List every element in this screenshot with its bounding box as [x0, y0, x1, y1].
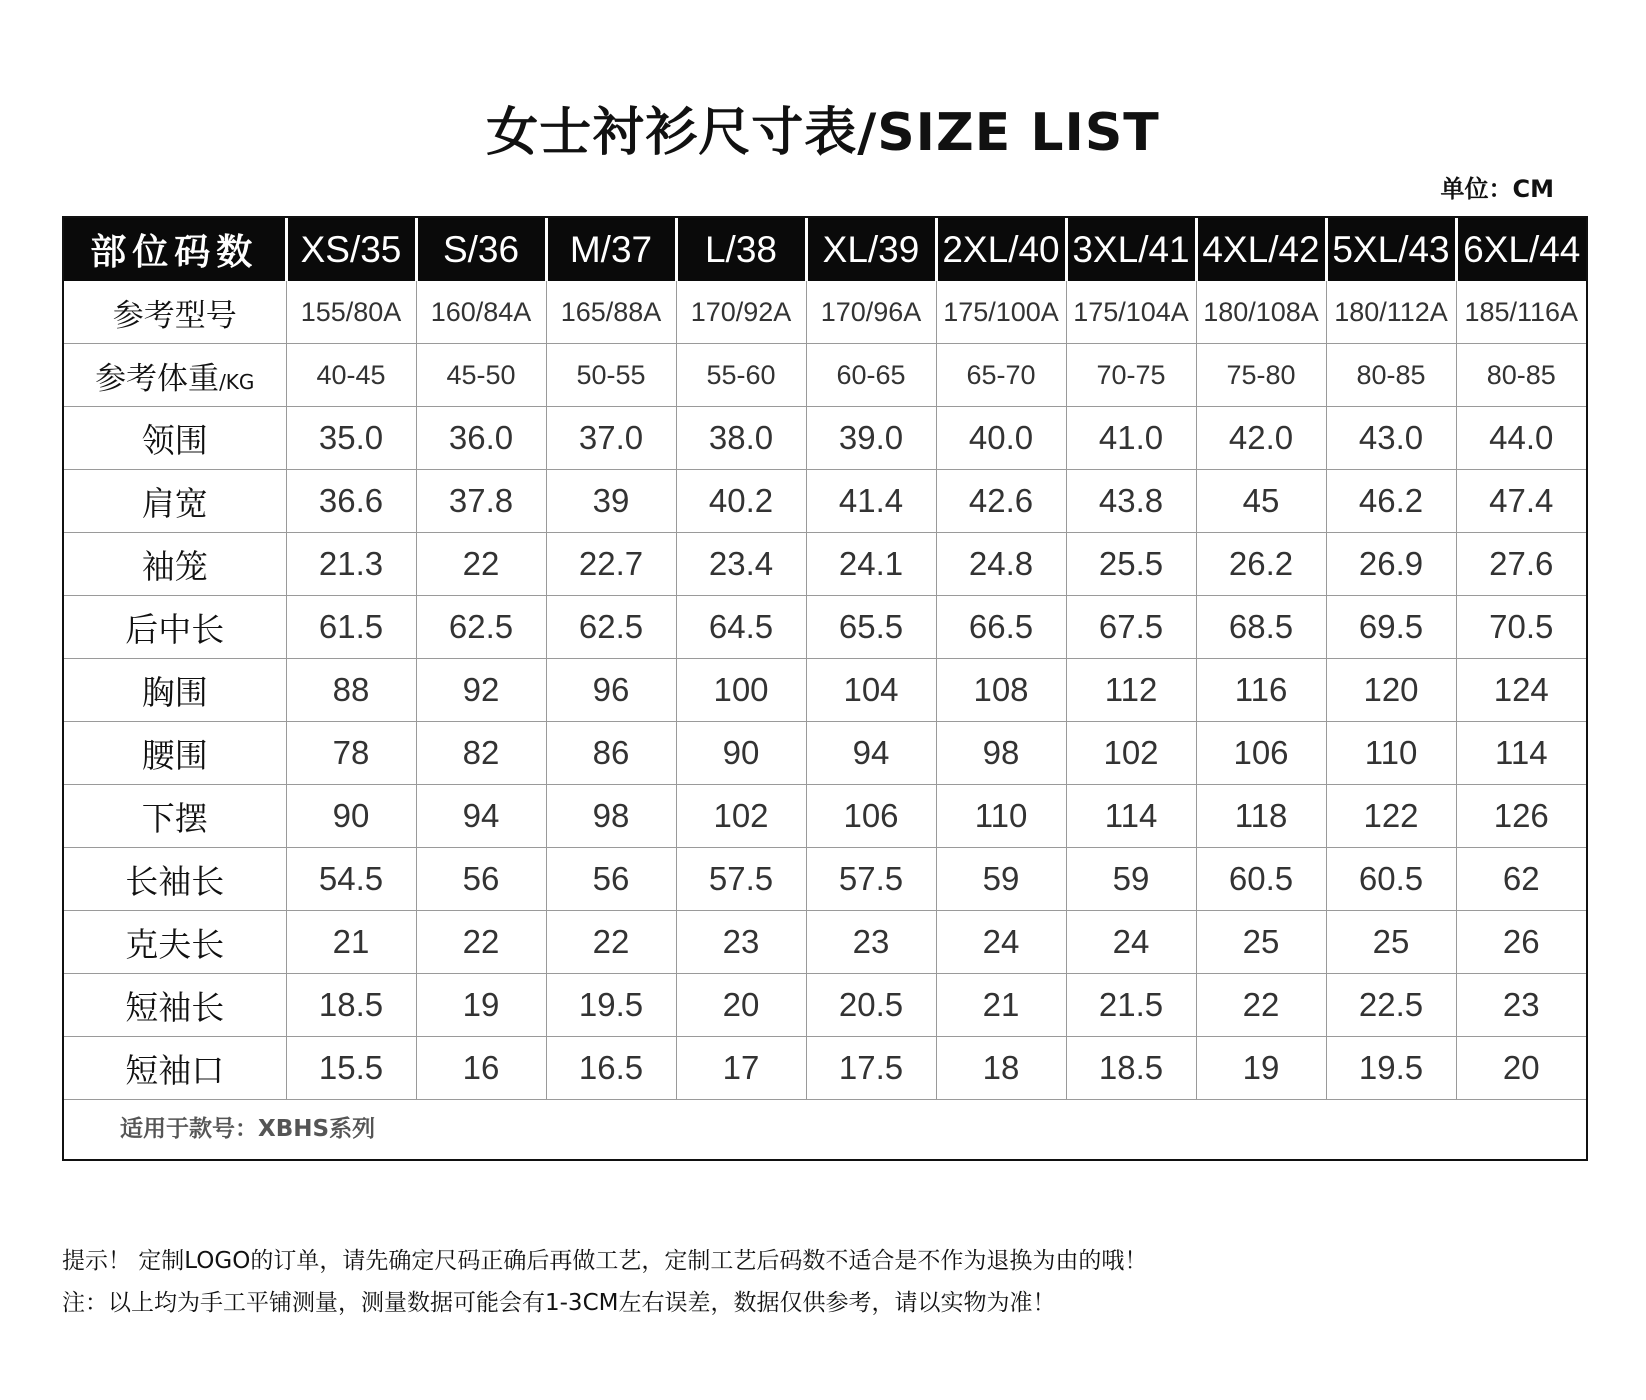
table-cell: 24 [1066, 911, 1196, 974]
row-label-text: 参考体重 [95, 360, 220, 397]
size-header: 3XL/41 [1066, 218, 1196, 281]
table-cell: 62.5 [546, 596, 676, 659]
table-cell: 22 [1196, 974, 1326, 1037]
table-cell: 78 [286, 722, 416, 785]
size-header: M/37 [546, 218, 676, 281]
row-label [64, 785, 286, 848]
size-header: 4XL/42 [1196, 218, 1326, 281]
table-cell: 24.1 [806, 533, 936, 596]
table-cell: 165/88A [546, 281, 676, 344]
table-cell: 19.5 [546, 974, 676, 1037]
size-header-row [64, 218, 1586, 281]
table-row [64, 596, 1586, 659]
table-row [64, 785, 1586, 848]
row-label-text: 腰围 [141, 735, 208, 775]
row-label-unit: /KG [219, 369, 255, 394]
applicable-models-note: 适用于款号：XBHS系列 [120, 1116, 376, 1142]
table-cell: 56 [546, 848, 676, 911]
table-cell: 26.9 [1326, 533, 1456, 596]
table-cell: 37.8 [416, 470, 546, 533]
table-cell: 57.5 [676, 848, 806, 911]
table-cell: 124 [1456, 659, 1586, 722]
table-cell: 106 [1196, 722, 1326, 785]
table-cell: 102 [676, 785, 806, 848]
table-cell: 21 [936, 974, 1066, 1037]
row-label [64, 281, 286, 344]
table-cell: 120 [1326, 659, 1456, 722]
size-header: XS/35 [286, 218, 416, 281]
row-label-text: 克夫长 [125, 924, 225, 964]
table-cell: 36.0 [416, 407, 546, 470]
table-cell: 98 [936, 722, 1066, 785]
size-table [64, 218, 1586, 1100]
table-cell: 42.0 [1196, 407, 1326, 470]
table-cell: 60-65 [806, 344, 936, 407]
table-cell: 37.0 [546, 407, 676, 470]
table-cell: 65-70 [936, 344, 1066, 407]
table-cell: 17.5 [806, 1037, 936, 1100]
table-cell: 102 [1066, 722, 1196, 785]
table-cell: 16 [416, 1037, 546, 1100]
table-cell: 39 [546, 470, 676, 533]
size-header: S/36 [416, 218, 546, 281]
table-cell: 36.6 [286, 470, 416, 533]
row-label [64, 533, 286, 596]
table-row [64, 407, 1586, 470]
table-cell: 100 [676, 659, 806, 722]
table-cell: 16.5 [546, 1037, 676, 1100]
tip-note: 提示！ 定制LOGO的订单，请先确定尺码正确后再做工艺，定制工艺后码数不适合是不作为退换为由的哦！ [62, 1248, 1148, 1274]
row-label [64, 470, 286, 533]
row-label [64, 407, 286, 470]
size-header: 5XL/43 [1326, 218, 1456, 281]
header-label: 部位码数 [64, 218, 286, 281]
table-cell: 21 [286, 911, 416, 974]
row-label-text: 胸围 [141, 672, 208, 712]
table-cell: 38.0 [676, 407, 806, 470]
table-cell: 18.5 [1066, 1037, 1196, 1100]
table-cell: 114 [1066, 785, 1196, 848]
table-cell: 80-85 [1456, 344, 1586, 407]
size-header: L/38 [676, 218, 806, 281]
table-row [64, 911, 1586, 974]
table-cell: 75-80 [1196, 344, 1326, 407]
table-cell: 42.6 [936, 470, 1066, 533]
table-cell: 22.5 [1326, 974, 1456, 1037]
table-row [64, 722, 1586, 785]
size-header: XL/39 [806, 218, 936, 281]
table-cell: 59 [936, 848, 1066, 911]
table-cell: 180/112A [1326, 281, 1456, 344]
table-cell: 20.5 [806, 974, 936, 1037]
table-cell: 66.5 [936, 596, 1066, 659]
table-cell: 82 [416, 722, 546, 785]
table-cell: 18.5 [286, 974, 416, 1037]
row-label [64, 974, 286, 1037]
table-cell: 22 [416, 911, 546, 974]
table-cell: 110 [936, 785, 1066, 848]
table-cell: 60.5 [1196, 848, 1326, 911]
table-row [64, 533, 1586, 596]
table-cell: 21.5 [1066, 974, 1196, 1037]
row-label [64, 659, 286, 722]
table-cell: 94 [806, 722, 936, 785]
table-cell: 155/80A [286, 281, 416, 344]
row-label-text: 短袖口 [125, 1050, 225, 1090]
row-label [64, 596, 286, 659]
table-cell: 44.0 [1456, 407, 1586, 470]
table-cell: 41.0 [1066, 407, 1196, 470]
table-cell: 67.5 [1066, 596, 1196, 659]
table-cell: 40.2 [676, 470, 806, 533]
notes [62, 1240, 1147, 1324]
table-cell: 18 [936, 1037, 1066, 1100]
row-label [64, 848, 286, 911]
table-cell: 65.5 [806, 596, 936, 659]
table-cell: 180/108A [1196, 281, 1326, 344]
table-cell: 39.0 [806, 407, 936, 470]
table-cell: 90 [676, 722, 806, 785]
table-cell: 55-60 [676, 344, 806, 407]
table-row [64, 848, 1586, 911]
row-label-text: 领围 [141, 420, 208, 460]
table-cell: 185/116A [1456, 281, 1586, 344]
table-cell: 118 [1196, 785, 1326, 848]
table-row [64, 470, 1586, 533]
table-cell: 26.2 [1196, 533, 1326, 596]
row-label-text: 参考型号 [112, 297, 237, 334]
table-cell: 175/104A [1066, 281, 1196, 344]
table-cell: 60.5 [1326, 848, 1456, 911]
table-cell: 25.5 [1066, 533, 1196, 596]
row-label-text: 短袖长 [125, 987, 225, 1027]
table-cell: 23 [1456, 974, 1586, 1037]
table-row [64, 281, 1586, 344]
row-label [64, 722, 286, 785]
table-cell: 26 [1456, 911, 1586, 974]
size-header: 6XL/44 [1456, 218, 1586, 281]
table-cell: 43.8 [1066, 470, 1196, 533]
table-cell: 175/100A [936, 281, 1066, 344]
table-cell: 24.8 [936, 533, 1066, 596]
table-cell: 45 [1196, 470, 1326, 533]
table-cell: 59 [1066, 848, 1196, 911]
table-cell: 40.0 [936, 407, 1066, 470]
table-cell: 114 [1456, 722, 1586, 785]
row-label-text: 肩宽 [141, 483, 208, 523]
table-cell: 170/92A [676, 281, 806, 344]
row-label-text: 下摆 [141, 798, 208, 838]
table-cell: 62.5 [416, 596, 546, 659]
table-cell: 19 [1196, 1037, 1326, 1100]
table-cell: 70-75 [1066, 344, 1196, 407]
table-cell: 126 [1456, 785, 1586, 848]
table-cell: 22.7 [546, 533, 676, 596]
table-cell: 20 [1456, 1037, 1586, 1100]
table-cell: 86 [546, 722, 676, 785]
table-cell: 21.3 [286, 533, 416, 596]
table-cell: 88 [286, 659, 416, 722]
table-cell: 92 [416, 659, 546, 722]
row-label-text: 长袖长 [125, 861, 225, 901]
table-cell: 104 [806, 659, 936, 722]
table-cell: 112 [1066, 659, 1196, 722]
table-cell: 45-50 [416, 344, 546, 407]
table-cell: 15.5 [286, 1037, 416, 1100]
table-cell: 108 [936, 659, 1066, 722]
table-cell: 25 [1326, 911, 1456, 974]
size-header: 2XL/40 [936, 218, 1066, 281]
table-row [64, 1037, 1586, 1100]
table-cell: 54.5 [286, 848, 416, 911]
table-row [64, 659, 1586, 722]
table-row [64, 974, 1586, 1037]
table-cell: 46.2 [1326, 470, 1456, 533]
table-cell: 96 [546, 659, 676, 722]
table-cell: 160/84A [416, 281, 546, 344]
table-cell: 57.5 [806, 848, 936, 911]
table-cell: 19.5 [1326, 1037, 1456, 1100]
unit-label: 单位：CM [1440, 175, 1554, 203]
table-cell: 62 [1456, 848, 1586, 911]
table-cell: 116 [1196, 659, 1326, 722]
table-cell: 43.0 [1326, 407, 1456, 470]
table-cell: 50-55 [546, 344, 676, 407]
footnote-row [64, 1100, 1586, 1159]
table-cell: 106 [806, 785, 936, 848]
size-table-container [62, 216, 1588, 1161]
table-cell: 22 [546, 911, 676, 974]
table-cell: 80-85 [1326, 344, 1456, 407]
table-cell: 23 [676, 911, 806, 974]
table-cell: 69.5 [1326, 596, 1456, 659]
measurement-note: 注：以上均为手工平铺测量，测量数据可能会有1-3CM左右误差，数据仅供参考，请以实物为准！ [62, 1290, 1056, 1316]
table-cell: 22 [416, 533, 546, 596]
table-cell: 61.5 [286, 596, 416, 659]
table-cell: 110 [1326, 722, 1456, 785]
table-cell: 19 [416, 974, 546, 1037]
row-label [64, 911, 286, 974]
table-cell: 70.5 [1456, 596, 1586, 659]
table-cell: 94 [416, 785, 546, 848]
table-cell: 64.5 [676, 596, 806, 659]
table-cell: 68.5 [1196, 596, 1326, 659]
table-cell: 35.0 [286, 407, 416, 470]
table-cell: 20 [676, 974, 806, 1037]
row-label-text: 袖笼 [141, 546, 208, 586]
table-cell: 170/96A [806, 281, 936, 344]
table-cell: 40-45 [286, 344, 416, 407]
size-table-body [64, 281, 1586, 1100]
table-cell: 27.6 [1456, 533, 1586, 596]
table-cell: 90 [286, 785, 416, 848]
table-cell: 122 [1326, 785, 1456, 848]
table-cell: 25 [1196, 911, 1326, 974]
row-label [64, 1037, 286, 1100]
row-label [64, 344, 286, 407]
table-cell: 98 [546, 785, 676, 848]
table-row [64, 344, 1586, 407]
page-title: 女士衬衫尺寸表/SIZE LIST [486, 103, 1160, 163]
table-cell: 41.4 [806, 470, 936, 533]
table-cell: 47.4 [1456, 470, 1586, 533]
table-cell: 17 [676, 1037, 806, 1100]
table-cell: 23 [806, 911, 936, 974]
table-cell: 56 [416, 848, 546, 911]
table-cell: 24 [936, 911, 1066, 974]
table-cell: 23.4 [676, 533, 806, 596]
row-label-text: 后中长 [125, 609, 225, 649]
